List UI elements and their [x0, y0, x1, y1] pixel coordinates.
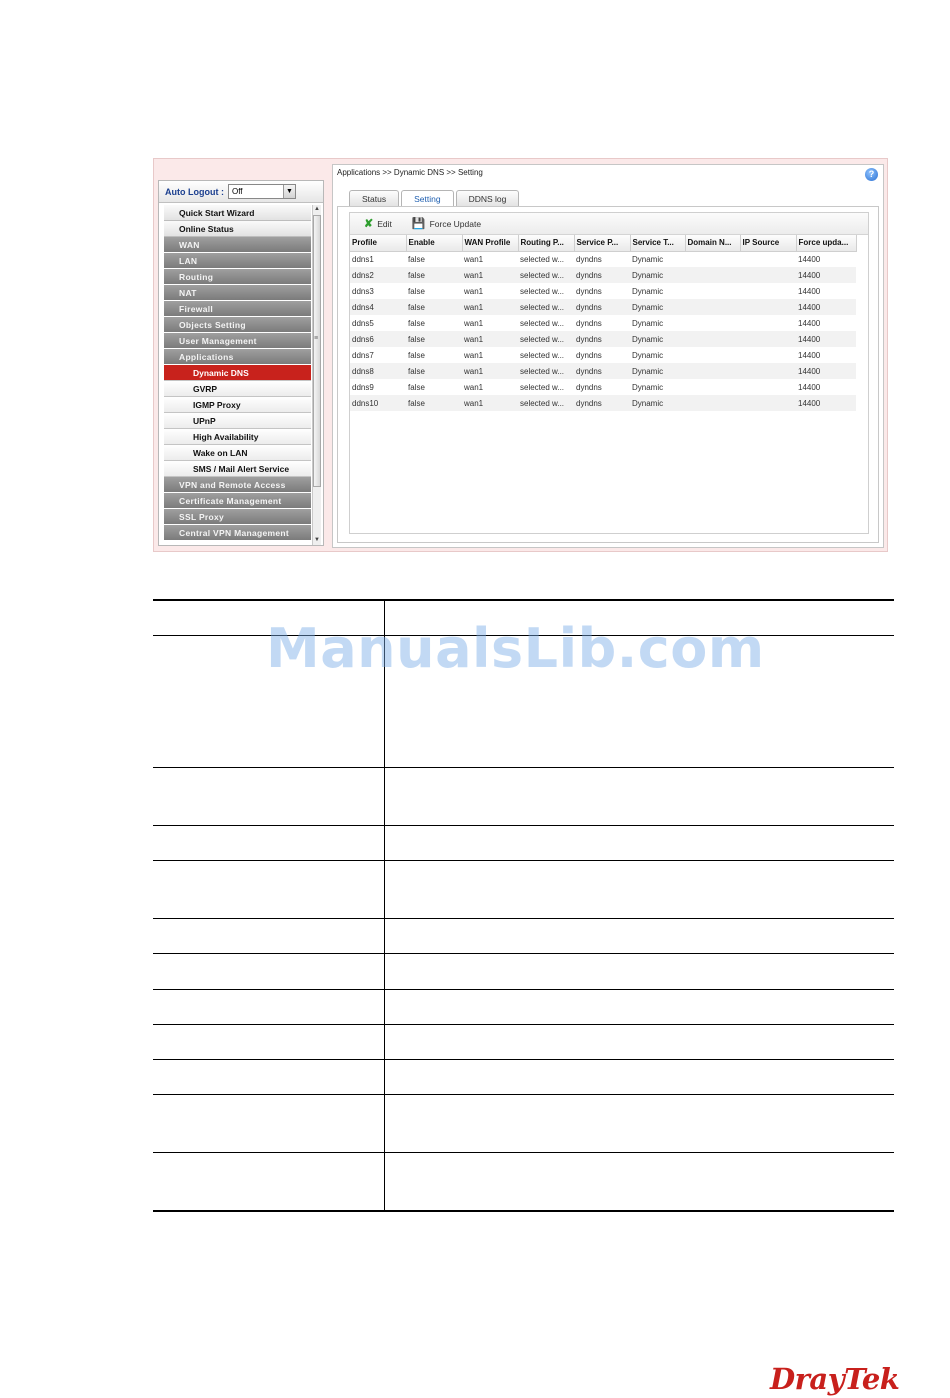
table-cell: false: [406, 395, 462, 411]
table-cell: wan1: [462, 363, 518, 379]
table-cell: ddns1: [352, 254, 374, 264]
table-cell: dyndns: [576, 286, 602, 296]
table-cell: 14400: [796, 331, 856, 347]
column-header[interactable]: Enable: [406, 235, 462, 251]
table-cell: wan1: [462, 331, 518, 347]
sidebar-item-wan[interactable]: WAN: [164, 237, 311, 253]
table-cell: 14400: [798, 382, 821, 392]
sidebar-item-quick-start-wizard[interactable]: Quick Start Wizard: [164, 205, 311, 221]
table-cell: [740, 267, 796, 283]
force-update-button[interactable]: [412, 217, 481, 230]
table-cell: 14400: [796, 299, 856, 315]
table-cell: dyndns: [574, 299, 630, 315]
item-cell: [153, 1060, 385, 1094]
table-cell: [685, 347, 740, 363]
item-cell: [153, 826, 385, 860]
table-cell: ddns4: [350, 299, 406, 315]
table-cell: [740, 379, 796, 395]
table-cell: dyndns: [574, 331, 630, 347]
table-cell: selected w...: [518, 267, 574, 283]
table-cell: dyndns: [574, 395, 630, 411]
description-cell: [385, 768, 894, 825]
item-cell: [153, 919, 385, 953]
edit-button[interactable]: [364, 217, 392, 230]
sidebar-item-firewall[interactable]: Firewall: [164, 301, 311, 317]
table-cell: Dynamic: [630, 395, 685, 411]
table-cell: wan1: [462, 395, 518, 411]
item-cell: [153, 954, 385, 989]
table-cell: 14400: [796, 363, 856, 379]
description-cell: [385, 919, 894, 953]
table-row[interactable]: [350, 283, 856, 299]
table-cell: ddns5: [352, 318, 374, 328]
table-cell: wan1: [462, 299, 518, 315]
table-cell: selected w...: [518, 363, 574, 379]
sidebar-item-objects-setting[interactable]: Objects Setting: [164, 317, 311, 333]
table-cell: selected w...: [520, 254, 565, 264]
table-cell: [740, 251, 796, 267]
column-header[interactable]: Domain N...: [685, 235, 740, 251]
column-header[interactable]: IP Source: [740, 235, 796, 251]
table-cell: false: [406, 267, 462, 283]
table-cell: Dynamic: [632, 254, 664, 264]
table-row: [153, 919, 894, 954]
sidebar-item-certificate-management[interactable]: Certificate Management: [164, 493, 311, 509]
table-cell: false: [408, 318, 425, 328]
sidebar-item-user-management[interactable]: User Management: [164, 333, 311, 349]
table-cell: Dynamic: [632, 286, 664, 296]
column-header[interactable]: Service P...: [574, 235, 630, 251]
table-row[interactable]: [350, 379, 856, 395]
table-row[interactable]: [350, 315, 856, 331]
table-row: [153, 1025, 894, 1060]
table-row[interactable]: [350, 299, 856, 315]
table-row: [153, 954, 894, 990]
breadcrumb: Applications >> Dynamic DNS >> Setting: [337, 168, 483, 177]
table-cell: ddns6: [350, 331, 406, 347]
watermark: ManualsLib.com: [266, 617, 765, 680]
table-cell: false: [406, 363, 462, 379]
auto-logout-bar: [159, 181, 323, 203]
item-cell: [153, 1153, 385, 1210]
table-cell: wan1: [464, 382, 484, 392]
sidebar-item-high-availability[interactable]: High Availability: [164, 429, 311, 445]
main-panel: [332, 164, 884, 548]
item-cell: [153, 1095, 385, 1152]
table-cell: selected w...: [518, 395, 574, 411]
table-cell: dyndns: [576, 254, 602, 264]
table-cell: false: [406, 331, 462, 347]
table-cell: wan1: [464, 254, 484, 264]
table-cell: Dynamic: [630, 331, 685, 347]
table-header-row: [350, 235, 856, 251]
description-cell: [385, 954, 894, 989]
table-cell: false: [406, 299, 462, 315]
auto-logout-value: Off: [231, 187, 243, 196]
draytek-logo: DrayTek: [770, 1362, 900, 1396]
table-cell: 14400: [796, 395, 856, 411]
column-header[interactable]: WAN Profile: [462, 235, 518, 251]
table-cell: [740, 331, 796, 347]
tab-status[interactable]: Status: [349, 190, 399, 206]
sidebar-item-routing[interactable]: Routing: [164, 269, 311, 285]
table-cell: selected w...: [518, 331, 574, 347]
table-cell: wan1: [464, 350, 484, 360]
description-cell: [385, 990, 894, 1024]
table-cell: ddns8: [350, 363, 406, 379]
table-cell: [685, 315, 740, 331]
chevron-down-icon[interactable]: ▼: [283, 185, 295, 198]
table-cell: Dynamic: [630, 363, 685, 379]
sidebar-item-wake-on-lan[interactable]: Wake on LAN: [164, 445, 311, 461]
table-row: [153, 1060, 894, 1095]
table-row: [153, 826, 894, 861]
description-cell: [385, 861, 894, 918]
scroll-down-icon[interactable]: ▼: [314, 537, 320, 543]
table-cell: [740, 395, 796, 411]
table-cell: [685, 267, 740, 283]
sidebar-item-upnp[interactable]: UPnP: [164, 413, 311, 429]
description-cell: [385, 1153, 894, 1210]
grid-toolbar: [350, 213, 868, 235]
table-cell: false: [408, 286, 425, 296]
table-cell: dyndns: [574, 363, 630, 379]
scroll-thumb[interactable]: [313, 215, 321, 487]
tab-ddns-log[interactable]: DDNS log: [456, 190, 520, 206]
table-cell: 14400: [796, 267, 856, 283]
table-row: [153, 1153, 894, 1212]
table-cell: 14400: [798, 254, 821, 264]
sidebar-item-dynamic-dns[interactable]: Dynamic DNS: [164, 365, 311, 381]
description-cell: [385, 1060, 894, 1094]
help-icon[interactable]: ?: [865, 168, 878, 181]
table-row: [153, 990, 894, 1025]
edit-label: Edit: [377, 218, 392, 229]
table-cell: selected w...: [520, 318, 565, 328]
description-cell: [385, 826, 894, 860]
column-header[interactable]: Service T...: [630, 235, 685, 251]
table-cell: [685, 379, 740, 395]
sidebar-item-lan[interactable]: LAN: [164, 253, 311, 269]
grip-icon: ≡: [314, 335, 319, 342]
sidebar-item-ssl-proxy[interactable]: SSL Proxy: [164, 509, 311, 525]
sidebar-item-vpn-and-remote-access[interactable]: VPN and Remote Access: [164, 477, 311, 493]
column-header[interactable]: Routing P...: [518, 235, 574, 251]
item-cell: [153, 1025, 385, 1059]
table-cell: wan1: [464, 286, 484, 296]
table-cell: Dynamic: [632, 382, 664, 392]
table-cell: [685, 251, 740, 267]
table-cell: ddns7: [352, 350, 374, 360]
sidebar-menu: [164, 205, 311, 541]
table-cell: wan1: [462, 267, 518, 283]
table-row: [153, 768, 894, 826]
table-cell: selected w...: [520, 382, 565, 392]
table-cell: false: [408, 382, 425, 392]
table-cell: [685, 363, 740, 379]
auto-logout-label: Auto Logout :: [165, 186, 224, 197]
table-cell: selected w...: [520, 350, 565, 360]
item-cell: [153, 861, 385, 918]
sidebar: [158, 180, 324, 546]
auto-logout-select[interactable]: [228, 184, 296, 199]
table-row[interactable]: [350, 251, 856, 267]
sidebar-item-central-vpn-management[interactable]: Central VPN Management: [164, 525, 311, 541]
table-cell: [740, 299, 796, 315]
table-cell: [740, 363, 796, 379]
description-cell: [385, 1095, 894, 1152]
column-header[interactable]: Force upda...: [796, 235, 856, 251]
table-cell: 14400: [798, 318, 821, 328]
table-cell: [740, 315, 796, 331]
table-cell: [685, 395, 740, 411]
sidebar-scrollbar[interactable]: [312, 205, 321, 545]
profile-grid-panel: [349, 212, 869, 534]
sidebar-item-igmp-proxy[interactable]: IGMP Proxy: [164, 397, 311, 413]
table-cell: false: [408, 350, 425, 360]
description-table: [153, 599, 894, 1212]
column-header[interactable]: Profile: [350, 235, 406, 251]
sidebar-item-online-status[interactable]: Online Status: [164, 221, 311, 237]
table-cell: ddns9: [352, 382, 374, 392]
sidebar-item-sms-mail-alert-service[interactable]: SMS / Mail Alert Service: [164, 461, 311, 477]
table-cell: dyndns: [576, 350, 602, 360]
table-row[interactable]: [350, 267, 856, 283]
force-update-label: Force Update: [429, 218, 482, 229]
table-cell: [685, 299, 740, 315]
table-cell: ddns2: [350, 267, 406, 283]
table-row[interactable]: [350, 347, 856, 363]
table-cell: ddns3: [352, 286, 374, 296]
item-cell: [153, 768, 385, 825]
table-row: [153, 1095, 894, 1153]
table-row[interactable]: [350, 395, 856, 411]
sidebar-item-applications[interactable]: Applications: [164, 349, 311, 365]
table-row[interactable]: [350, 331, 856, 347]
sidebar-item-nat[interactable]: NAT: [164, 285, 311, 301]
table-cell: dyndns: [576, 382, 602, 392]
tab-setting[interactable]: Setting: [401, 190, 453, 207]
tab-bar: [349, 190, 519, 207]
table-cell: Dynamic: [632, 350, 664, 360]
table-cell: selected w...: [518, 299, 574, 315]
table-cell: [685, 331, 740, 347]
table-cell: selected w...: [520, 286, 565, 296]
table-cell: false: [408, 254, 425, 264]
scroll-up-icon[interactable]: ▲: [314, 206, 320, 212]
table-cell: Dynamic: [630, 267, 685, 283]
table-row[interactable]: [350, 363, 856, 379]
tab-content: [337, 206, 879, 543]
ddns-profile-table: [350, 235, 857, 411]
table-cell: [740, 347, 796, 363]
sidebar-item-gvrp[interactable]: GVRP: [164, 381, 311, 397]
table-cell: Dynamic: [632, 318, 664, 328]
save-icon: 💾: [411, 218, 426, 230]
table-cell: ddns10: [350, 395, 406, 411]
table-cell: [685, 283, 740, 299]
table-cell: dyndns: [574, 267, 630, 283]
item-cell: [153, 990, 385, 1024]
table-row: [153, 861, 894, 919]
description-cell: [385, 1025, 894, 1059]
table-cell: Dynamic: [630, 299, 685, 315]
table-cell: wan1: [464, 318, 484, 328]
table-cell: 14400: [798, 350, 821, 360]
table-cell: 14400: [798, 286, 821, 296]
table-cell: dyndns: [576, 318, 602, 328]
table-cell: [740, 283, 796, 299]
edit-icon: ✘: [364, 218, 374, 230]
